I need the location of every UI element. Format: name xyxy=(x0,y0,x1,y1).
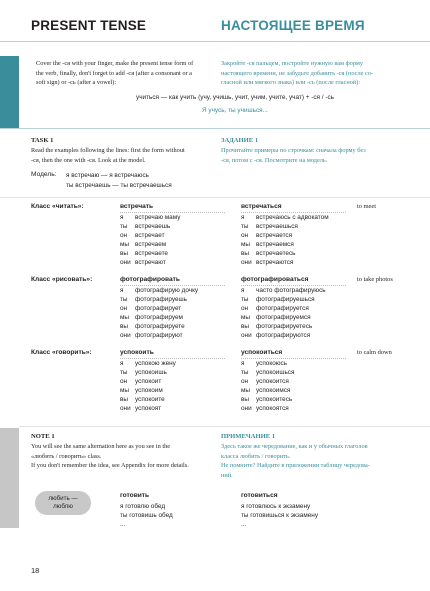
table-row xyxy=(241,213,329,222)
pronoun: ты xyxy=(120,369,128,377)
pronoun: он xyxy=(241,378,249,386)
note-verb: готовить xyxy=(120,492,150,499)
group-label: Класс «рисовать»: xyxy=(31,276,93,283)
pronoun: он xyxy=(241,305,249,313)
note-lines: я готовлю обед ты готовишь обед ... xyxy=(120,503,173,529)
verb-form: фотографирую дочку xyxy=(135,287,199,294)
page-number: 18 xyxy=(31,566,40,575)
group-forms xyxy=(120,359,176,414)
pronoun: ты xyxy=(241,296,249,304)
pronoun: они xyxy=(120,332,131,340)
verb-form: встречаешь xyxy=(135,223,171,231)
table-row xyxy=(120,295,198,304)
table-row xyxy=(120,213,180,222)
verb-form: фотографируют xyxy=(135,332,183,340)
pronoun: мы xyxy=(241,241,250,249)
pronoun: ты xyxy=(241,369,249,377)
group-verb: успокоить xyxy=(120,349,154,356)
verb-form: успокоишься xyxy=(256,369,295,377)
table-row xyxy=(120,331,198,340)
pronoun: я xyxy=(241,360,245,367)
verb-form: успокоят xyxy=(135,405,162,413)
pronoun: вы xyxy=(120,250,128,258)
verb-form: успокоит xyxy=(135,378,162,386)
table-row xyxy=(120,249,180,258)
verb-form: часто фотографируюсь xyxy=(256,287,326,294)
rule-en: Cover the -ся with your finger, make the present tense form of the verb, finally, don't forget to add -ся (after a consonant or a soft sign) or -сь (after a vowel): xyxy=(36,60,194,87)
table-row xyxy=(241,304,326,313)
task-text-en: Read the examples following the lines: first the form without -ся, then the one with -ся. Look at the model. xyxy=(31,147,185,164)
task-label-ru: ЗАДАНИЕ 1 xyxy=(221,137,259,144)
pronoun: мы xyxy=(120,241,129,249)
verb-form: успокоите xyxy=(135,396,165,404)
table-row xyxy=(120,395,176,404)
verb-form: фотографируетесь xyxy=(256,323,313,331)
pronoun: они xyxy=(120,259,131,267)
table-row xyxy=(120,322,198,331)
verb-form: фотографируешься xyxy=(256,296,315,304)
pronoun: он xyxy=(120,378,128,386)
pronoun: он xyxy=(120,232,128,240)
note-lines-refl: я готовлюсь к экзамену ты готовишься к экзамену ... xyxy=(241,503,319,529)
task-text-ru: Прочитайте примеры по строчкам: сначала форму без -ся, потом с -ся. Посмотрите на модель. xyxy=(221,147,366,164)
group-label: Класс «читать»: xyxy=(31,203,84,210)
verb-form: фотографируешь xyxy=(135,296,187,304)
pronoun: мы xyxy=(120,387,129,395)
pronoun: ты xyxy=(120,296,128,304)
verb-form: фотографируемся xyxy=(256,314,311,322)
verb-form: встречаешься xyxy=(256,223,298,231)
table-row xyxy=(241,231,329,240)
pronoun: мы xyxy=(120,314,129,322)
note-label-ru: ПРИМЕЧАНИЕ 1 xyxy=(221,433,276,440)
table-row xyxy=(241,404,294,413)
task-label-en: TASK 1 xyxy=(31,137,54,144)
pronoun: мы xyxy=(241,387,250,395)
verb-form: встречаетесь xyxy=(256,250,296,258)
table-row xyxy=(241,258,329,267)
pronoun: я xyxy=(241,214,245,221)
verb-form: успокоим xyxy=(135,387,163,395)
table-row xyxy=(241,331,326,340)
note-text-ru: Здесь такое же чередование, как и у обычных глаголов класса любить / говорить. Не помните? Найдите в приложении таблицу чередова- ний. xyxy=(221,443,370,479)
pronoun: они xyxy=(120,405,131,413)
note-bubble: любить — люблю xyxy=(35,491,91,515)
group-gloss: to meet xyxy=(357,203,376,210)
pronoun: я xyxy=(120,360,124,367)
verb-form: успокоишь xyxy=(135,369,167,377)
group-forms-refl xyxy=(241,359,294,414)
group-verb: встречать xyxy=(120,203,154,210)
side-tab-rule xyxy=(0,56,19,128)
table-row xyxy=(241,222,329,231)
table-row xyxy=(241,377,294,386)
verb-form: встречаем xyxy=(135,241,167,249)
verb-form: фотографируются xyxy=(256,332,311,340)
pronoun: ты xyxy=(120,223,128,231)
table-row xyxy=(120,404,176,413)
pronoun: я xyxy=(120,287,124,294)
group-label: Класс «говорить»: xyxy=(31,349,92,356)
verb-form: встречаются xyxy=(256,259,294,267)
verb-form: фотографируете xyxy=(135,323,185,331)
model-lines: я встречаю — я встречаюсь ты встречаешь — ты встречаешься xyxy=(66,172,172,189)
group-forms xyxy=(120,213,180,268)
note-divider xyxy=(19,426,430,427)
group-verb: фотографировать xyxy=(120,276,180,283)
group-verb-refl: встречаться xyxy=(241,203,282,210)
model-label: Модель: xyxy=(31,171,57,178)
verb-form: успокою жену xyxy=(135,360,176,367)
group-forms-refl xyxy=(241,213,329,268)
rule-divider xyxy=(0,128,430,129)
pronoun: вы xyxy=(241,323,249,331)
note-verb-refl: готовиться xyxy=(241,492,278,499)
pronoun: они xyxy=(241,405,252,413)
verb-form: встречается xyxy=(256,232,293,240)
verb-form: успокоится xyxy=(256,378,289,386)
group-forms-refl xyxy=(241,286,326,341)
side-tab-note xyxy=(0,428,19,528)
table-row xyxy=(120,377,176,386)
pronoun: он xyxy=(120,305,128,313)
table-row xyxy=(241,395,294,404)
group-gloss: to take photos xyxy=(357,276,393,283)
verb-form: встречаю маму xyxy=(135,214,181,221)
pronoun: они xyxy=(241,259,252,267)
pronoun: они xyxy=(241,332,252,340)
group-verb-refl: фотографироваться xyxy=(241,276,309,283)
pronoun: мы xyxy=(241,314,250,322)
verb-form: фотографируется xyxy=(256,305,309,313)
rule-ru: Закройте -ся пальцем, постройте нужную вам форму настоящего времени, не забудьте добавить -ся (после со- гласной или мягкого знака) или -сь (после гласной): xyxy=(221,60,373,87)
pronoun: вы xyxy=(241,396,249,404)
verb-form: фотографируем xyxy=(135,314,183,322)
pronoun: я xyxy=(120,214,124,221)
table-row xyxy=(241,240,329,249)
verb-form: успокоятся xyxy=(256,405,289,413)
table-row xyxy=(241,322,326,331)
page-title-ru: НАСТОЯЩЕЕ ВРЕМЯ xyxy=(221,18,365,33)
table-row xyxy=(241,359,294,368)
pronoun: он xyxy=(241,232,249,240)
rule-example: Я учусь, ты учишься... xyxy=(202,107,268,114)
pronoun: вы xyxy=(120,323,128,331)
table-row xyxy=(241,249,329,258)
table-row xyxy=(241,295,326,304)
task-divider xyxy=(0,197,430,198)
group-gloss: to calm down xyxy=(357,349,392,356)
group-verb-refl: успокоиться xyxy=(241,349,283,356)
verb-form: фотографирует xyxy=(135,305,182,313)
pronoun: я xyxy=(241,287,245,294)
table-row xyxy=(120,304,198,313)
group-forms xyxy=(120,286,198,341)
table-row xyxy=(241,386,294,395)
verb-form: успокоитесь xyxy=(256,396,293,404)
rule-formula: учиться — как учить (учу, учишь, учит, учим, учите, учат) + -ся / -сь xyxy=(136,94,334,101)
pronoun: вы xyxy=(241,250,249,258)
page-title-en: PRESENT TENSE xyxy=(31,18,147,33)
verb-form: встречаемся xyxy=(256,241,294,249)
table-row xyxy=(120,313,198,322)
verb-form: встречают xyxy=(135,259,166,267)
header-divider xyxy=(0,41,430,42)
verb-form: успокоюсь xyxy=(256,360,288,367)
table-row xyxy=(120,286,198,295)
pronoun: вы xyxy=(120,396,128,404)
table-row xyxy=(120,359,176,368)
note-text-en: You will see the same alternation here as you see in the «любить / говорить» class. If you don't remember the idea, see Appendix for more details. xyxy=(31,443,189,470)
note-label-en: NOTE 1 xyxy=(31,433,55,440)
pronoun: ты xyxy=(241,223,249,231)
table-row xyxy=(241,368,294,377)
table-row xyxy=(120,222,180,231)
verb-form: встречаете xyxy=(135,250,168,258)
table-row xyxy=(120,386,176,395)
table-row xyxy=(120,368,176,377)
table-row xyxy=(241,313,326,322)
verb-form: встречает xyxy=(135,232,165,240)
table-row xyxy=(120,231,180,240)
verb-form: успокоимся xyxy=(256,387,291,395)
verb-form: встречаюсь с адвокатом xyxy=(256,214,329,221)
table-row xyxy=(241,286,326,295)
table-row xyxy=(120,240,180,249)
table-row xyxy=(120,258,180,267)
